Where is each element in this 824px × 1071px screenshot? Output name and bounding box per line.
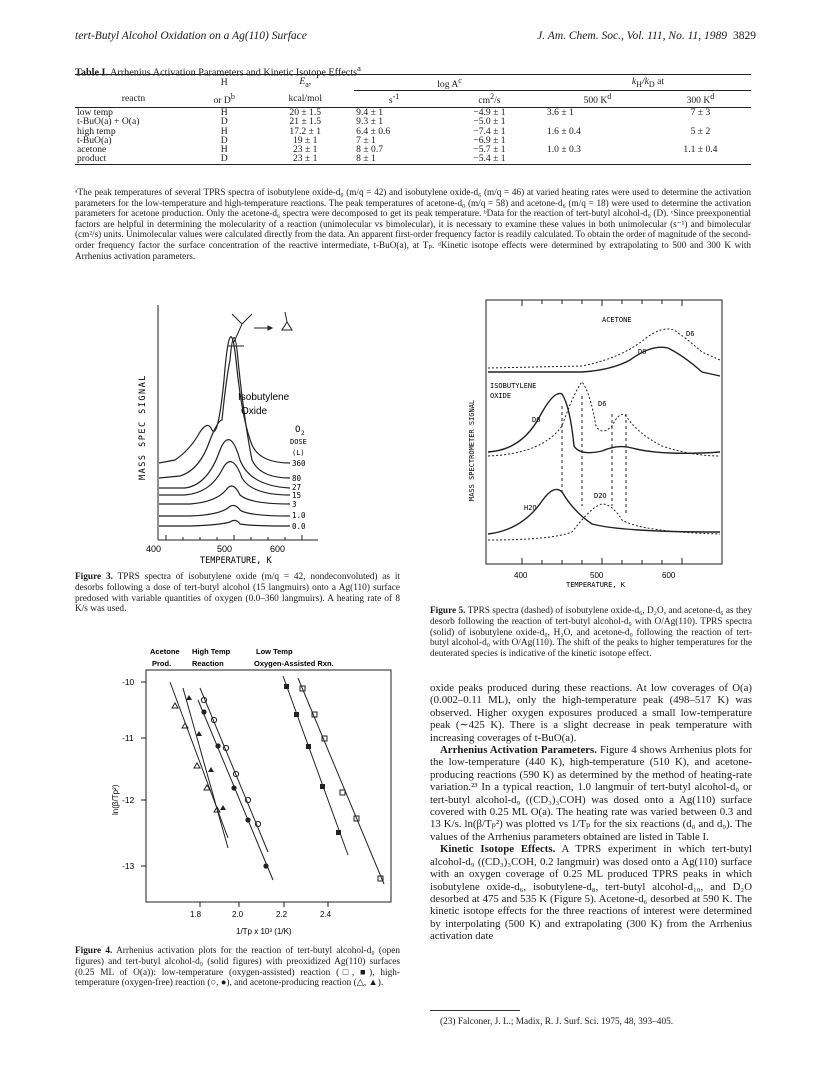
fig4-ylabel: ln(β/Tp²) <box>111 784 120 815</box>
table-row <box>75 136 751 145</box>
fig3-species2: Oxide <box>241 406 268 417</box>
marker-solid-square <box>306 744 311 749</box>
fig3-dose-1: 1.0 <box>292 511 306 520</box>
cell-k500: 3.6 ± 1 <box>546 106 574 118</box>
marker-solid-triangle <box>186 695 192 700</box>
fig5-d0: D0 <box>638 348 647 356</box>
kie-sub-d: D <box>648 79 655 89</box>
loga-header-sup: c <box>458 76 462 85</box>
marker-solid-circle <box>201 709 206 714</box>
fig5-caption-label: Figure 5. <box>430 606 466 616</box>
fig3-dose-3: 3 <box>292 500 297 509</box>
kinetics-table: H $E_a$, $\log A^c$ $k_H/k_D$ at reactn or $D^b$ kcal/mol $s^{-1}$ $cm^2/s$ 500 $K^d$ 300 $K^d$ low temp H 20 ± 1.5 9.4 ± 1 −4.9 ± 1 3.6 ± 1 7 ± 3 t-BuO(a) + O(a) D 21 ± 1.5 9.3 ± 1 −5.0 ± 1 high temp H 17.2 ± 1 6.4 ± 0.6 −7.4 ± 1 1.6 ± 0.4 5 ± 2 t-BuO(a) D 19 ± 1 7 ± 1 −6.9 ± 1 acetone H 23 ± 1 8 ± 0.7 −5.7 ± 1 1.0 ± 0.3 1.1 ± 0.4 product D 23 ± 1 8 ± 1 −5.4 ± 1 <box>75 74 751 165</box>
cell-k300: 7 ± 3 <box>690 106 711 118</box>
fig4-col1b: Prod. <box>152 659 172 668</box>
fig3-xlabel: TEMPERATURE, K <box>200 556 272 566</box>
figure-4-caption <box>75 946 400 989</box>
cell-ea: 23 ± 1 <box>293 144 318 156</box>
table-title-sup: a <box>357 63 361 73</box>
marker-solid-circle <box>231 785 236 790</box>
ea-header-sub: a <box>305 79 309 89</box>
fig4-ytick: -10 <box>122 677 135 687</box>
marker-solid-square <box>320 784 325 789</box>
page-number: 3829 <box>733 30 756 42</box>
loga-header: log A <box>437 79 459 91</box>
cell-logcm: −5.7 ± 1 <box>473 144 506 156</box>
marker-solid-circle <box>245 817 250 822</box>
cell-hd: D <box>220 134 228 146</box>
fig3-dose: DOSE <box>290 438 307 446</box>
fig5-xtick: 600 <box>662 571 676 580</box>
cell-logs: 7 ± 1 <box>356 134 376 146</box>
heading-kie: Kinetic Isotope Effects. <box>440 843 556 856</box>
marker-solid-square <box>284 684 289 689</box>
hd-header-2: or D <box>213 95 231 107</box>
fig4-xtick: 1.8 <box>190 910 202 919</box>
kie-sub-h: H <box>636 79 642 89</box>
fig5-ylabel: MASS SPECTROMETER SIGNAL <box>468 399 476 501</box>
table-row <box>75 145 751 154</box>
fig5-xlabel: TEMPERATURE, K <box>566 581 626 588</box>
fig4-ytick: -12 <box>122 795 135 805</box>
iso-d6-dashed <box>488 382 720 456</box>
cell-logs: 8 ± 0.7 <box>356 144 384 156</box>
fig3-dose-360: 360 <box>292 459 306 468</box>
fig3-xtick: 600 <box>270 544 286 554</box>
fig3-o2-sub: 2 <box>301 430 305 437</box>
trace-1-0-l <box>159 505 290 516</box>
d2o-dashed <box>488 504 720 540</box>
fig4-caption-label: Figure 4. <box>75 946 113 956</box>
hd-header-sup: b <box>230 92 235 102</box>
cell-k500 <box>545 154 650 164</box>
fig3-dose-15: 15 <box>292 491 302 500</box>
fit-line-acetone-d0 <box>170 682 228 838</box>
fit-line-low-d0 <box>298 678 384 884</box>
figure-3-plot <box>130 300 320 570</box>
trace-27-l <box>159 440 290 488</box>
footnote-rule <box>430 1010 520 1011</box>
cell-reactn: t-BuO(a) + O(a) <box>77 116 140 128</box>
cell-k500: 1.0 ± 0.3 <box>546 144 581 156</box>
cell-ea: 19 ± 1 <box>293 134 318 146</box>
fig3-dose-27: 27 <box>292 483 302 492</box>
fig4-col2b: Reaction <box>192 659 224 668</box>
marker-solid-triangle <box>208 767 214 772</box>
cell-logcm: −6.9 ± 1 <box>473 134 506 146</box>
marker-open-square <box>340 790 345 795</box>
paragraph-1: oxide peaks produced during these reactions. At low coverages of O(a) (0.002–0.11 ML), only the high-temperature peak (498–517 K) was observed. Higher oxygen exposures produced a small low-temperature peak (∼425 K). There is a slight decrease in peak temperature with increasing coverages of t-BuO(a). <box>430 682 752 744</box>
cell-ea: 17.2 ± 1 <box>289 125 322 137</box>
marker-open-triangle <box>172 703 178 708</box>
cell-k500: 1.6 ± 0.4 <box>546 125 581 137</box>
t300-header: 300 K <box>686 95 711 107</box>
cell-ea: 23 ± 1 <box>256 154 354 164</box>
molecule-sketch <box>228 312 292 346</box>
table-label: Table I. <box>75 67 109 79</box>
cell-reactn: high temp <box>77 125 116 137</box>
fig3-caption-label: Figure 3. <box>75 572 113 582</box>
fig5-xtick: 500 <box>590 571 604 580</box>
table-footnote: ᵃThe peak temperatures of several TPRS spectra of isobutylene oxide-d₀ (m/q = 42) and isobutylene oxide-d₆ (m/q = 46) at varied heating rates were used to determine the activation parameters for the low-temperature and high-temperature reactions. The peak temperatures of acetone-d₀ (m/q = 58) and acetone-d₆ (m/q = 18) were used to determine the activation parameters for acetone production. Only the acetone-d₆ spectra were decomposed to get its peak temperature. ᵇData for the reaction of tert-butyl alcohol-d₉ (D). ᶜSince preexponential factors are helpful in determining the molecularity of a reaction (unimolecular vs bimolecular), it is necessary to examine these values in both unimolecular (s⁻¹) and bimolecular (cm²/s) units. Unimolecular values were calculated directly from the data. An apparent first-order frequency factor is readily calculated. To obtain the order of magnitude of the second-order frequency factor the surface concentration of the reactive intermediate, t-BuO(a), at Tₚ. ᵈKinetic isotope effects were determined by extrapolating to 500 and 300 K with Arrhenius activation parameters. <box>75 187 751 261</box>
fig4-col3b: Oxygen-Assisted Rxn. <box>254 659 334 668</box>
marker-open-triangle <box>182 723 188 728</box>
cell-hd: D <box>220 116 228 128</box>
figure-4-plot <box>108 640 400 940</box>
cell-reactn: acetone <box>77 144 107 156</box>
fig5-iso1: ISOBUTYLENE <box>490 382 537 390</box>
fig3-species1: Isobutylene <box>238 392 290 403</box>
fig4-xtick: 2.2 <box>276 910 288 919</box>
fig3-xtick: 500 <box>217 544 233 554</box>
trace-0-0-l <box>159 520 290 526</box>
figure-3 <box>130 300 320 570</box>
fig3-dose-0: 0.0 <box>292 522 306 531</box>
kie-header: k <box>631 75 637 87</box>
table-row <box>75 107 751 117</box>
figure-5-caption <box>430 606 752 660</box>
marker-solid-square <box>336 830 341 835</box>
journal-citation <box>537 30 756 42</box>
fig4-xtick: 2.4 <box>320 910 332 919</box>
t500-header: 500 K <box>583 95 608 107</box>
cell-hd: H <box>220 125 228 137</box>
paragraph-2 <box>430 744 752 843</box>
fig3-dose-80: 80 <box>292 474 302 483</box>
cell-hd: D <box>192 154 256 164</box>
fig5-d2o: D2O <box>594 492 607 500</box>
cell-k300: 1.1 ± 0.4 <box>683 144 718 156</box>
cell-ea: 21 ± 1.5 <box>289 116 322 128</box>
table-row <box>75 117 751 126</box>
fig5-acetone: ACETONE <box>602 316 632 324</box>
fig3-ylabel: MASS SPEC SIGNAL <box>138 374 148 480</box>
fig4-ytick: -13 <box>122 861 135 871</box>
running-title: tert-Butyl Alcohol Oxidation on a Ag(110) Surface <box>75 30 307 42</box>
ea-unit: kcal/mol <box>256 91 354 107</box>
paragraph-3 <box>430 843 752 942</box>
fig4-col3a: Low Temp <box>256 647 293 656</box>
fig4-ytick: -11 <box>122 733 134 743</box>
cell-ea: 20 ± 1.5 <box>289 106 322 118</box>
cell-hd: H <box>220 144 228 156</box>
ea-header: E <box>299 75 306 87</box>
s-inv-header: s <box>388 95 393 107</box>
fig5-h2o: H2O <box>524 504 537 512</box>
heading-arrhenius: Arrhenius Activation Parameters. <box>440 744 597 757</box>
acetone-d0-solid <box>488 347 720 376</box>
cm2s-tail: /s <box>494 95 501 107</box>
journal-name: J. Am. Chem. Soc., Vol. 111, No. 11, 1989 <box>537 30 727 42</box>
fig4-xtick: 2.0 <box>232 910 244 919</box>
cell-logs: 6.4 ± 0.6 <box>356 125 391 137</box>
cell-reactn: product <box>75 154 192 164</box>
reference-footnote: (23) Falconer, J. L.; Madix, R. J. Surf. Sci. 1975, 48, 393–405. <box>440 1017 674 1027</box>
fig4-xlabel: 1/Tp x 10³ (1/K) <box>236 927 292 936</box>
marker-solid-circle <box>215 743 220 748</box>
paragraph-2-text: Figure 4 shows Arrhenius plots for the low-temperature (440 K), high-temperature (510 K), and acetone-producing reactions (590 K) as determined by the method of heating-rate variation.²³ In a typical reaction, 1.0 langmuir of tert-butyl alcohol-d₀ or tert-butyl alcohol-d₉ ((CD₃)₃COH) was dosed onto a Ag(110) surface covered with 0.25 ML O(a). The heating rate was varied between 0.3 and 13 K/s. ln(β/Tₚ²) was plotted vs 1/Tₚ for the six reactions (d₀ and d₉). The values of the Arrhenius parameters obtained are listed in Table I. <box>430 744 753 843</box>
marker-solid-circle <box>263 863 268 868</box>
paragraph-3-text: A TPRS experiment in which tert-butyl alcohol-d₉ ((CD₃)₃COH, 0.2 langmuir) was dosed onto a Ag(110) surface with an oxygen coverage of 0.25 ML produced TPRS peaks in which isobutylene oxide-d₆, isobutylene-d₈, tert-butyl alcohol-d₁₀, and D₂O desorbed at 475 and 535 K (Figure 5). Acetone-d₆ desorbed at 590 K. The kinetic isotope effects for the three reactions of interest were determined by interpolating (500 K) and extrapolating (300 K) from the Arrhenius activation date <box>430 843 752 943</box>
fig4-caption-text: Arrhenius activation plots for the reaction of tert-butyl alcohol-d₀ (open figures) and tert-butyl alcohol-d₉ (solid figures) with preoxidized Ag(110) surfaces (0.25 ML of O(a)): low-temperature (oxygen-assisted) reaction (□, ■), high-temperature (oxygen-free) reaction (○, ●), and acetone-producing reaction (△, ▲). <box>75 946 401 989</box>
t500-sup: d <box>607 92 612 102</box>
figure-4 <box>108 640 400 940</box>
fig5-xtick: 400 <box>514 571 528 580</box>
marker-open-triangle <box>194 763 200 768</box>
cell-logcm: −4.9 ± 1 <box>473 106 506 118</box>
fig3-xtick: 400 <box>146 544 162 554</box>
t300-sup: d <box>710 92 715 102</box>
cm2s-sup: 2 <box>490 92 495 102</box>
cm2s-header: cm <box>478 95 491 107</box>
cell-k300 <box>650 154 751 164</box>
cell-logs: 8 ± 1 <box>354 154 434 164</box>
reactn-header: reactn <box>75 91 192 107</box>
fig4-col2a: High Temp <box>192 647 231 656</box>
table-row <box>75 127 751 136</box>
table-row <box>75 154 751 164</box>
cell-logs: 9.4 ± 1 <box>356 106 384 118</box>
fig3-dose-unit: (L) <box>292 449 305 457</box>
fig4-col1a: Acetone <box>150 647 180 656</box>
figure-3-caption <box>75 572 400 615</box>
fig5-iso2: OXIDE <box>490 392 512 400</box>
cell-k300: 5 ± 2 <box>690 125 711 137</box>
cell-logcm: −5.4 ± 1 <box>434 154 545 164</box>
fig5-d6: D6 <box>686 330 695 338</box>
fig5-d6b: D6 <box>598 400 607 408</box>
fit-line-low-d9 <box>283 676 348 855</box>
kie-mid: /k <box>641 75 649 87</box>
cell-reactn: low temp <box>77 106 113 118</box>
cell-hd: H <box>220 106 228 118</box>
s-inv-sup: -1 <box>392 92 400 102</box>
cell-logcm: −5.0 ± 1 <box>473 116 506 128</box>
figure-5-plot <box>462 296 724 588</box>
fig5-caption-text: TPRS spectra (dashed) of isobutylene oxide-d₆, D₂O, and acetone-d₆ as they desorb following the reaction of tert-butyl alcohol-d₉ with O/Ag(110). TPRS spectra (solid) of isobutylene oxide-d₀, H₂O, and acetone-d₀ following the reaction of tert-butyl alcohol-d₀ with O/Ag(110). The shift of the peaks to higher temperatures for the deuterated species is indicative of the kinetic isotope effect. <box>430 606 753 660</box>
fig3-caption-text: TPRS spectra of isobutylene oxide (m/q = 42, nondeconvoluted) as it desorbs following a dose of tert-butyl alcohol (15 langmuirs) onto a Ag(110) surface predosed with variable quantities of oxygen (0.0–360 langmuirs). A heating rate of 8 K/s was used. <box>75 572 400 615</box>
table-title: Arrhenius Activation Parameters and Kinetic Isotope Effects <box>110 67 358 79</box>
trace-15-l <box>159 462 290 495</box>
cell-reactn: t-BuO(a) <box>77 134 112 146</box>
kie-tail: at <box>654 75 664 87</box>
marker-solid-square <box>294 712 299 717</box>
marker-solid-triangle <box>196 731 202 736</box>
fig3-o2: O <box>295 425 301 435</box>
hd-header-1: H <box>220 77 228 89</box>
figure-5 <box>462 296 724 588</box>
body-text <box>430 682 752 943</box>
cell-logs: 9.3 ± 1 <box>356 116 384 128</box>
fig5-d0b: D0 <box>532 416 541 424</box>
cell-logcm: −7.4 ± 1 <box>473 125 506 137</box>
marker-solid-triangle <box>220 805 226 810</box>
